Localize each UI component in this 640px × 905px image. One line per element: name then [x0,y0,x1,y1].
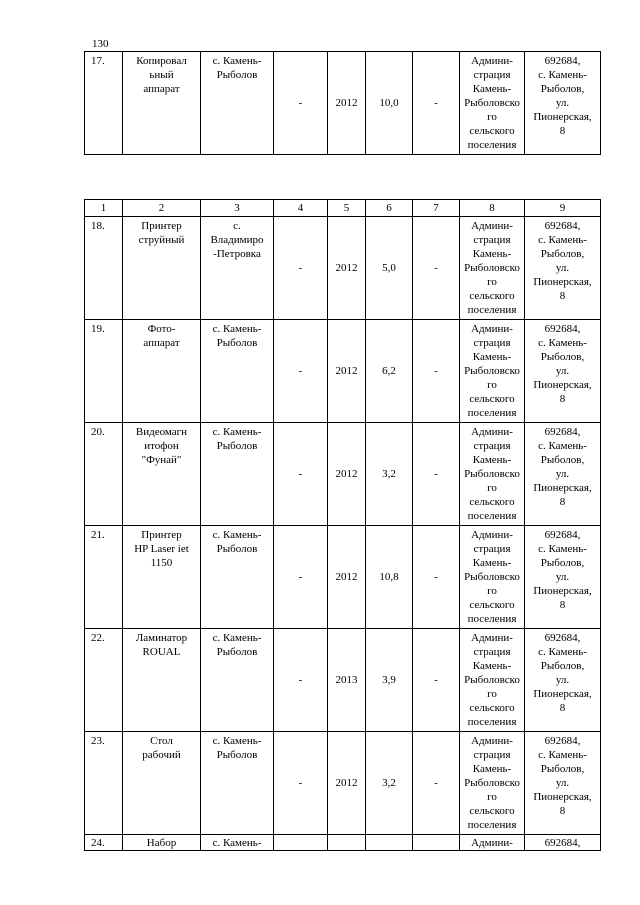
owner-name [460,320,525,423]
owner-name-line: поселения [467,819,517,831]
owner-address-line: 8 [559,125,566,137]
owner-name-line: го [487,276,497,288]
owner-address [525,320,601,423]
owner-name-line: Рыболовско [464,674,520,686]
owner-name-line: страция [473,749,511,761]
owner-address-line: ул. [555,365,570,377]
column-7-value: - [413,526,460,629]
owner-name-line: Админи- [471,323,513,335]
row-number: 17. [85,52,123,155]
item-location-line: с. Камень- [212,323,262,335]
item-name-line: Принтер [141,529,182,541]
item-location-line: Рыболов [216,543,258,555]
item-name-line: Набор [146,837,177,849]
owner-address [525,629,601,732]
owner-address [525,835,601,851]
owner-name-line: Админи- [471,220,513,232]
owner-address-line: Пионерская, [533,379,592,391]
row-number: 22. [85,629,123,732]
owner-address-line: Пионерская, [533,111,592,123]
owner-name-line: страция [473,440,511,452]
owner-name-line: поселения [467,613,517,625]
owner-name-line: го [487,791,497,803]
item-location-line: Владимиро [210,234,264,246]
owner-address-line: Рыболов, [540,454,585,466]
row-number: 20. [85,423,123,526]
item-name-line: Стол [150,735,173,747]
owner-name [460,732,525,835]
item-location [201,320,274,423]
column-7-value: - [413,320,460,423]
column-header-5: 5 [328,200,366,217]
amount-value: 10,8 [366,526,413,629]
owner-name-line: поселения [467,139,517,151]
owner-address [525,217,601,320]
owner-address-line: Пионерская, [533,585,592,597]
column-7-value [413,835,460,851]
table-row [85,52,601,155]
column-header-3: 3 [201,200,274,217]
owner-name-line: Админи- [471,426,513,438]
owner-address-line: 692684, [544,426,581,438]
column-4-value: - [274,526,328,629]
owner-name-line: Камень- [472,660,512,672]
owner-name-line: Рыболовско [464,97,520,109]
owner-address-line: с. Камень- [538,337,587,349]
item-location-line: с. Камень- [212,426,262,438]
item-name [123,52,201,155]
column-number-header-row [85,200,601,217]
owner-name-line: поселения [467,407,517,419]
item-location [201,732,274,835]
amount-value: 3,9 [366,629,413,732]
owner-address-line: с. Камень- [538,543,587,555]
owner-name [460,835,525,851]
page-number: 130 [92,38,109,50]
owner-address-line: 692684, [544,837,581,849]
table-row [85,732,601,835]
owner-address-line: Рыболов, [540,248,585,260]
item-name [123,526,201,629]
owner-name-line: поселения [467,716,517,728]
column-7-value: - [413,423,460,526]
owner-name-line: сельского [469,125,515,137]
owner-name-line: го [487,688,497,700]
owner-address-line: 8 [559,290,566,302]
owner-address-line: ул. [555,571,570,583]
owner-address-line: ул. [555,262,570,274]
column-header-7: 7 [413,200,460,217]
owner-name [460,217,525,320]
inventory-table-top [84,51,601,155]
owner-address-line: Рыболов, [540,660,585,672]
amount-value: 6,2 [366,320,413,423]
amount-value: 3,2 [366,732,413,835]
owner-name [460,629,525,732]
column-header-2: 2 [123,200,201,217]
year-value [328,835,366,851]
owner-address-line: 692684, [544,323,581,335]
owner-name-line: Камень- [472,351,512,363]
owner-name-line: сельского [469,599,515,611]
owner-name-line: Админи- [471,837,513,849]
owner-address-line: ул. [555,674,570,686]
item-name-line: Принтер [141,220,182,232]
owner-name-line: го [487,111,497,123]
item-name-line: Копировал [136,55,187,67]
item-name-line: "Фунай" [141,454,182,466]
item-name-line: рабочий [142,749,181,761]
owner-address [525,526,601,629]
owner-name-line: Камень- [472,557,512,569]
item-name-line: 1150 [150,557,173,569]
owner-address-line: с. Камень- [538,749,587,761]
amount-value: 10,0 [366,52,413,155]
item-location [201,423,274,526]
item-location [201,526,274,629]
item-location-line: Рыболов [216,69,258,81]
owner-address-line: 692684, [544,220,581,232]
table-row [85,423,601,526]
owner-name-line: страция [473,646,511,658]
item-name [123,217,201,320]
owner-address-line: 8 [559,805,566,817]
item-location-line: с. Камень- [212,632,262,644]
item-location-line: с. Камень- [212,735,262,747]
owner-address-line: Пионерская, [533,482,592,494]
owner-name-line: Камень- [472,763,512,775]
owner-name-line: сельского [469,702,515,714]
owner-address-line: с. Камень- [538,646,587,658]
owner-name-line: Админи- [471,55,513,67]
owner-address-line: 8 [559,599,566,611]
amount-value: 5,0 [366,217,413,320]
owner-address-line: 692684, [544,735,581,747]
column-header-6: 6 [366,200,413,217]
item-name [123,423,201,526]
item-name [123,320,201,423]
year-value: 2012 [328,423,366,526]
owner-name-line: Камень- [472,454,512,466]
table-row [85,217,601,320]
table-row [85,320,601,423]
owner-name-line: сельского [469,393,515,405]
amount-value [366,835,413,851]
table-row [85,526,601,629]
item-location-line: Рыболов [216,749,258,761]
item-name-line: струйный [138,234,185,246]
row-number: 18. [85,217,123,320]
item-location [201,835,274,851]
column-4-value: - [274,423,328,526]
item-location-line: с. Камень- [212,529,262,541]
owner-address [525,52,601,155]
owner-address-line: 692684, [544,55,581,67]
year-value: 2012 [328,320,366,423]
owner-name-line: Камень- [472,83,512,95]
item-location-line: с. Камень- [212,55,262,67]
item-location [201,52,274,155]
owner-address-line: Рыболов, [540,351,585,363]
owner-name [460,526,525,629]
owner-name [460,423,525,526]
column-4-value: - [274,217,328,320]
column-4-value: - [274,52,328,155]
owner-name-line: сельского [469,496,515,508]
owner-address [525,423,601,526]
item-name-line: Видеомагн [135,426,188,438]
year-value: 2012 [328,217,366,320]
owner-address-line: 692684, [544,529,581,541]
owner-name-line: Рыболовско [464,571,520,583]
item-location [201,217,274,320]
item-location-line: Рыболов [216,646,258,658]
item-name-line: Фото- [147,323,176,335]
owner-name-line: Камень- [472,248,512,260]
item-name-line: ROUAL [142,646,181,658]
owner-address-line: 8 [559,702,566,714]
year-value: 2012 [328,732,366,835]
owner-address-line: ул. [555,97,570,109]
column-7-value: - [413,217,460,320]
owner-name-line: го [487,482,497,494]
column-header-9: 9 [525,200,601,217]
owner-name-line: страция [473,543,511,555]
row-number: 21. [85,526,123,629]
year-value: 2012 [328,526,366,629]
column-header-1: 1 [85,200,123,217]
owner-address-line: с. Камень- [538,69,587,81]
owner-address-line: с. Камень- [538,440,587,452]
owner-address-line: Пионерская, [533,791,592,803]
year-value: 2013 [328,629,366,732]
owner-address-line: Рыболов, [540,83,585,95]
item-location-line: с. [233,220,241,232]
owner-name-line: Админи- [471,529,513,541]
owner-name-line: Рыболовско [464,262,520,274]
owner-name-line: Рыболовско [464,365,520,377]
owner-name-line: сельского [469,805,515,817]
column-7-value: - [413,52,460,155]
item-name [123,835,201,851]
owner-address-line: 8 [559,393,566,405]
owner-address-line: Пионерская, [533,688,592,700]
owner-name-line: страция [473,337,511,349]
item-location-line: Рыболов [216,440,258,452]
table-row [85,629,601,732]
owner-name-line: сельского [469,290,515,302]
column-4-value: - [274,732,328,835]
item-location-line: -Петровка [213,248,261,260]
column-header-4: 4 [274,200,328,217]
row-number: 19. [85,320,123,423]
owner-address-line: ул. [555,468,570,480]
owner-address-line: Пионерская, [533,276,592,288]
item-name-line: аппарат [143,337,180,349]
item-name [123,629,201,732]
owner-name-line: Рыболовско [464,468,520,480]
owner-name-line: Рыболовско [464,777,520,789]
owner-address-line: Рыболов, [540,763,585,775]
owner-address [525,732,601,835]
owner-name-line: го [487,585,497,597]
column-header-8: 8 [460,200,525,217]
owner-address-line: 692684, [544,632,581,644]
owner-name-line: поселения [467,304,517,316]
row-number: 24. [85,835,123,851]
owner-name-line: страция [473,69,511,81]
owner-address-line: с. Камень- [538,234,587,246]
item-location-line: Рыболов [216,337,258,349]
column-7-value: - [413,732,460,835]
item-name-line: ьный [149,69,174,81]
inventory-table-main [84,199,601,851]
year-value: 2012 [328,52,366,155]
item-name-line: HP Laser iet [134,543,189,555]
column-7-value: - [413,629,460,732]
owner-name-line: поселения [467,510,517,522]
item-name-line: итофон [144,440,179,452]
column-4-value: - [274,629,328,732]
owner-address-line: Рыболов, [540,557,585,569]
owner-name-line: Админи- [471,735,513,747]
item-location-line: с. Камень- [212,837,262,849]
owner-name [460,52,525,155]
item-name-line: Ламинатор [135,632,188,644]
item-location [201,629,274,732]
item-name [123,732,201,835]
amount-value: 3,2 [366,423,413,526]
owner-name-line: страция [473,234,511,246]
owner-name-line: го [487,379,497,391]
column-4-value: - [274,320,328,423]
column-4-value [274,835,328,851]
owner-address-line: ул. [555,777,570,789]
table-row [85,835,601,851]
owner-address-line: 8 [559,496,566,508]
item-name-line: аппарат [143,83,180,95]
row-number: 23. [85,732,123,835]
owner-name-line: Админи- [471,632,513,644]
